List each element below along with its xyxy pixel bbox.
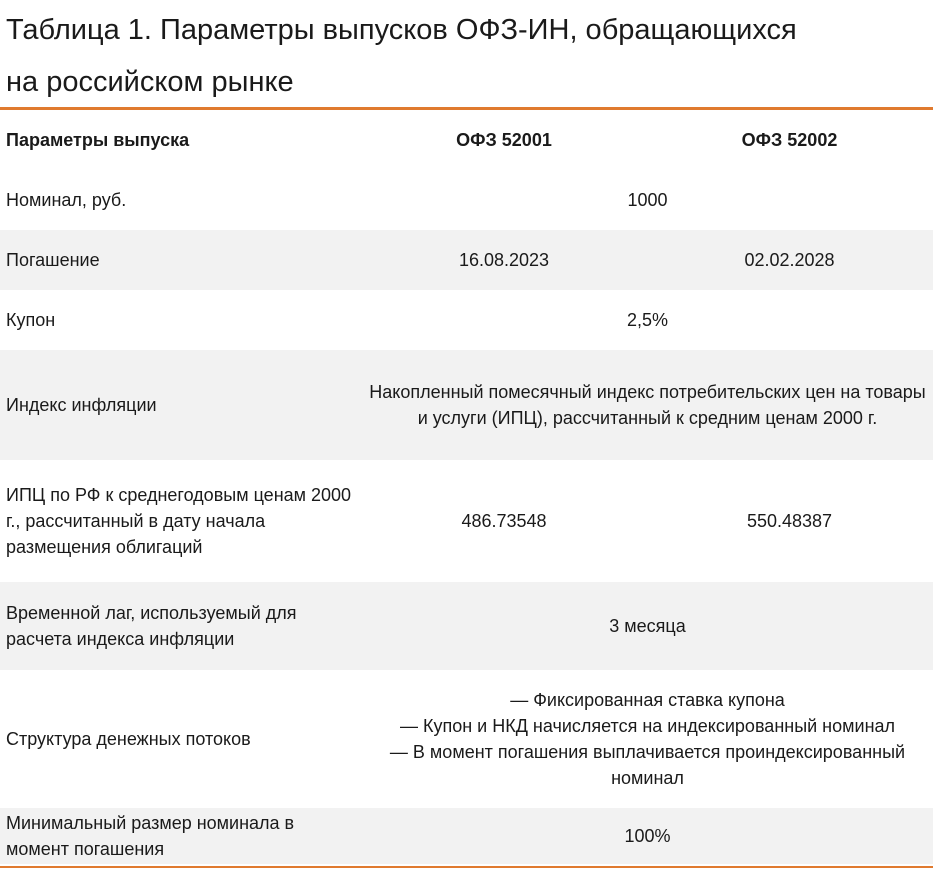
table-header-row: [0, 110, 933, 170]
row-param: Погашение: [6, 250, 100, 270]
row-bond2-value: 02.02.2028: [744, 250, 835, 270]
row-merged-value: Накопленный помесячный индекс потребительских цен на товары и услуги (ИПЦ), рассчитанный к средним ценам 2000 г.: [369, 382, 926, 428]
row-param: Индекс инфляции: [6, 395, 157, 415]
table-row: [0, 808, 933, 864]
header-bond2: ОФЗ 52002: [741, 130, 838, 150]
row-bond1-value: 16.08.2023: [458, 250, 550, 270]
table-title: [6, 12, 931, 100]
row-bond1-value: 486.73548: [461, 511, 547, 531]
table-row: [0, 670, 933, 808]
row-merged-value: 2,5%: [626, 310, 669, 330]
row-merged-value: 100%: [624, 826, 671, 846]
row-bond2-value: 550.48387: [746, 511, 833, 531]
row-merged-value: [362, 670, 933, 808]
header-param: Параметры выпуска: [6, 130, 190, 150]
table-row: [0, 170, 933, 230]
row-param: Купон: [6, 310, 56, 330]
table-row: [0, 350, 933, 460]
bond-parameters-table: [0, 110, 933, 864]
row-param: Номинал, руб.: [6, 190, 127, 210]
row-param: ИПЦ по РФ к среднегодовым ценам 2000 г., рассчитанный в дату начала размещения облигаций: [6, 485, 352, 557]
table-row: [0, 290, 933, 350]
table-title-line1: Таблица 1. Параметры выпусков ОФЗ-ИН, обращающихся: [6, 14, 797, 46]
row-merged-value: 3 месяца: [609, 616, 686, 636]
row-param: Временной лаг, используемый для расчета индекса инфляции: [6, 603, 297, 649]
table-row: [0, 582, 933, 670]
cashflow-item: — В момент погашения выплачивается проиндексированный номинал: [389, 742, 906, 788]
cashflow-item: — Купон и НКД начисляется на индексированный номинал: [399, 716, 896, 736]
header-bond1: ОФЗ 52001: [456, 130, 552, 150]
bottom-divider: [0, 866, 933, 868]
row-param: Структура денежных потоков: [6, 729, 251, 749]
table-title-line2: на российском рынке: [6, 66, 294, 98]
table-row: [0, 230, 933, 290]
cashflow-item: — Фиксированная ставка купона: [510, 690, 785, 710]
table-row: [0, 460, 933, 582]
row-param: Минимальный размер номинала в момент погашения: [6, 813, 295, 859]
row-merged-value: 1000: [627, 190, 668, 210]
